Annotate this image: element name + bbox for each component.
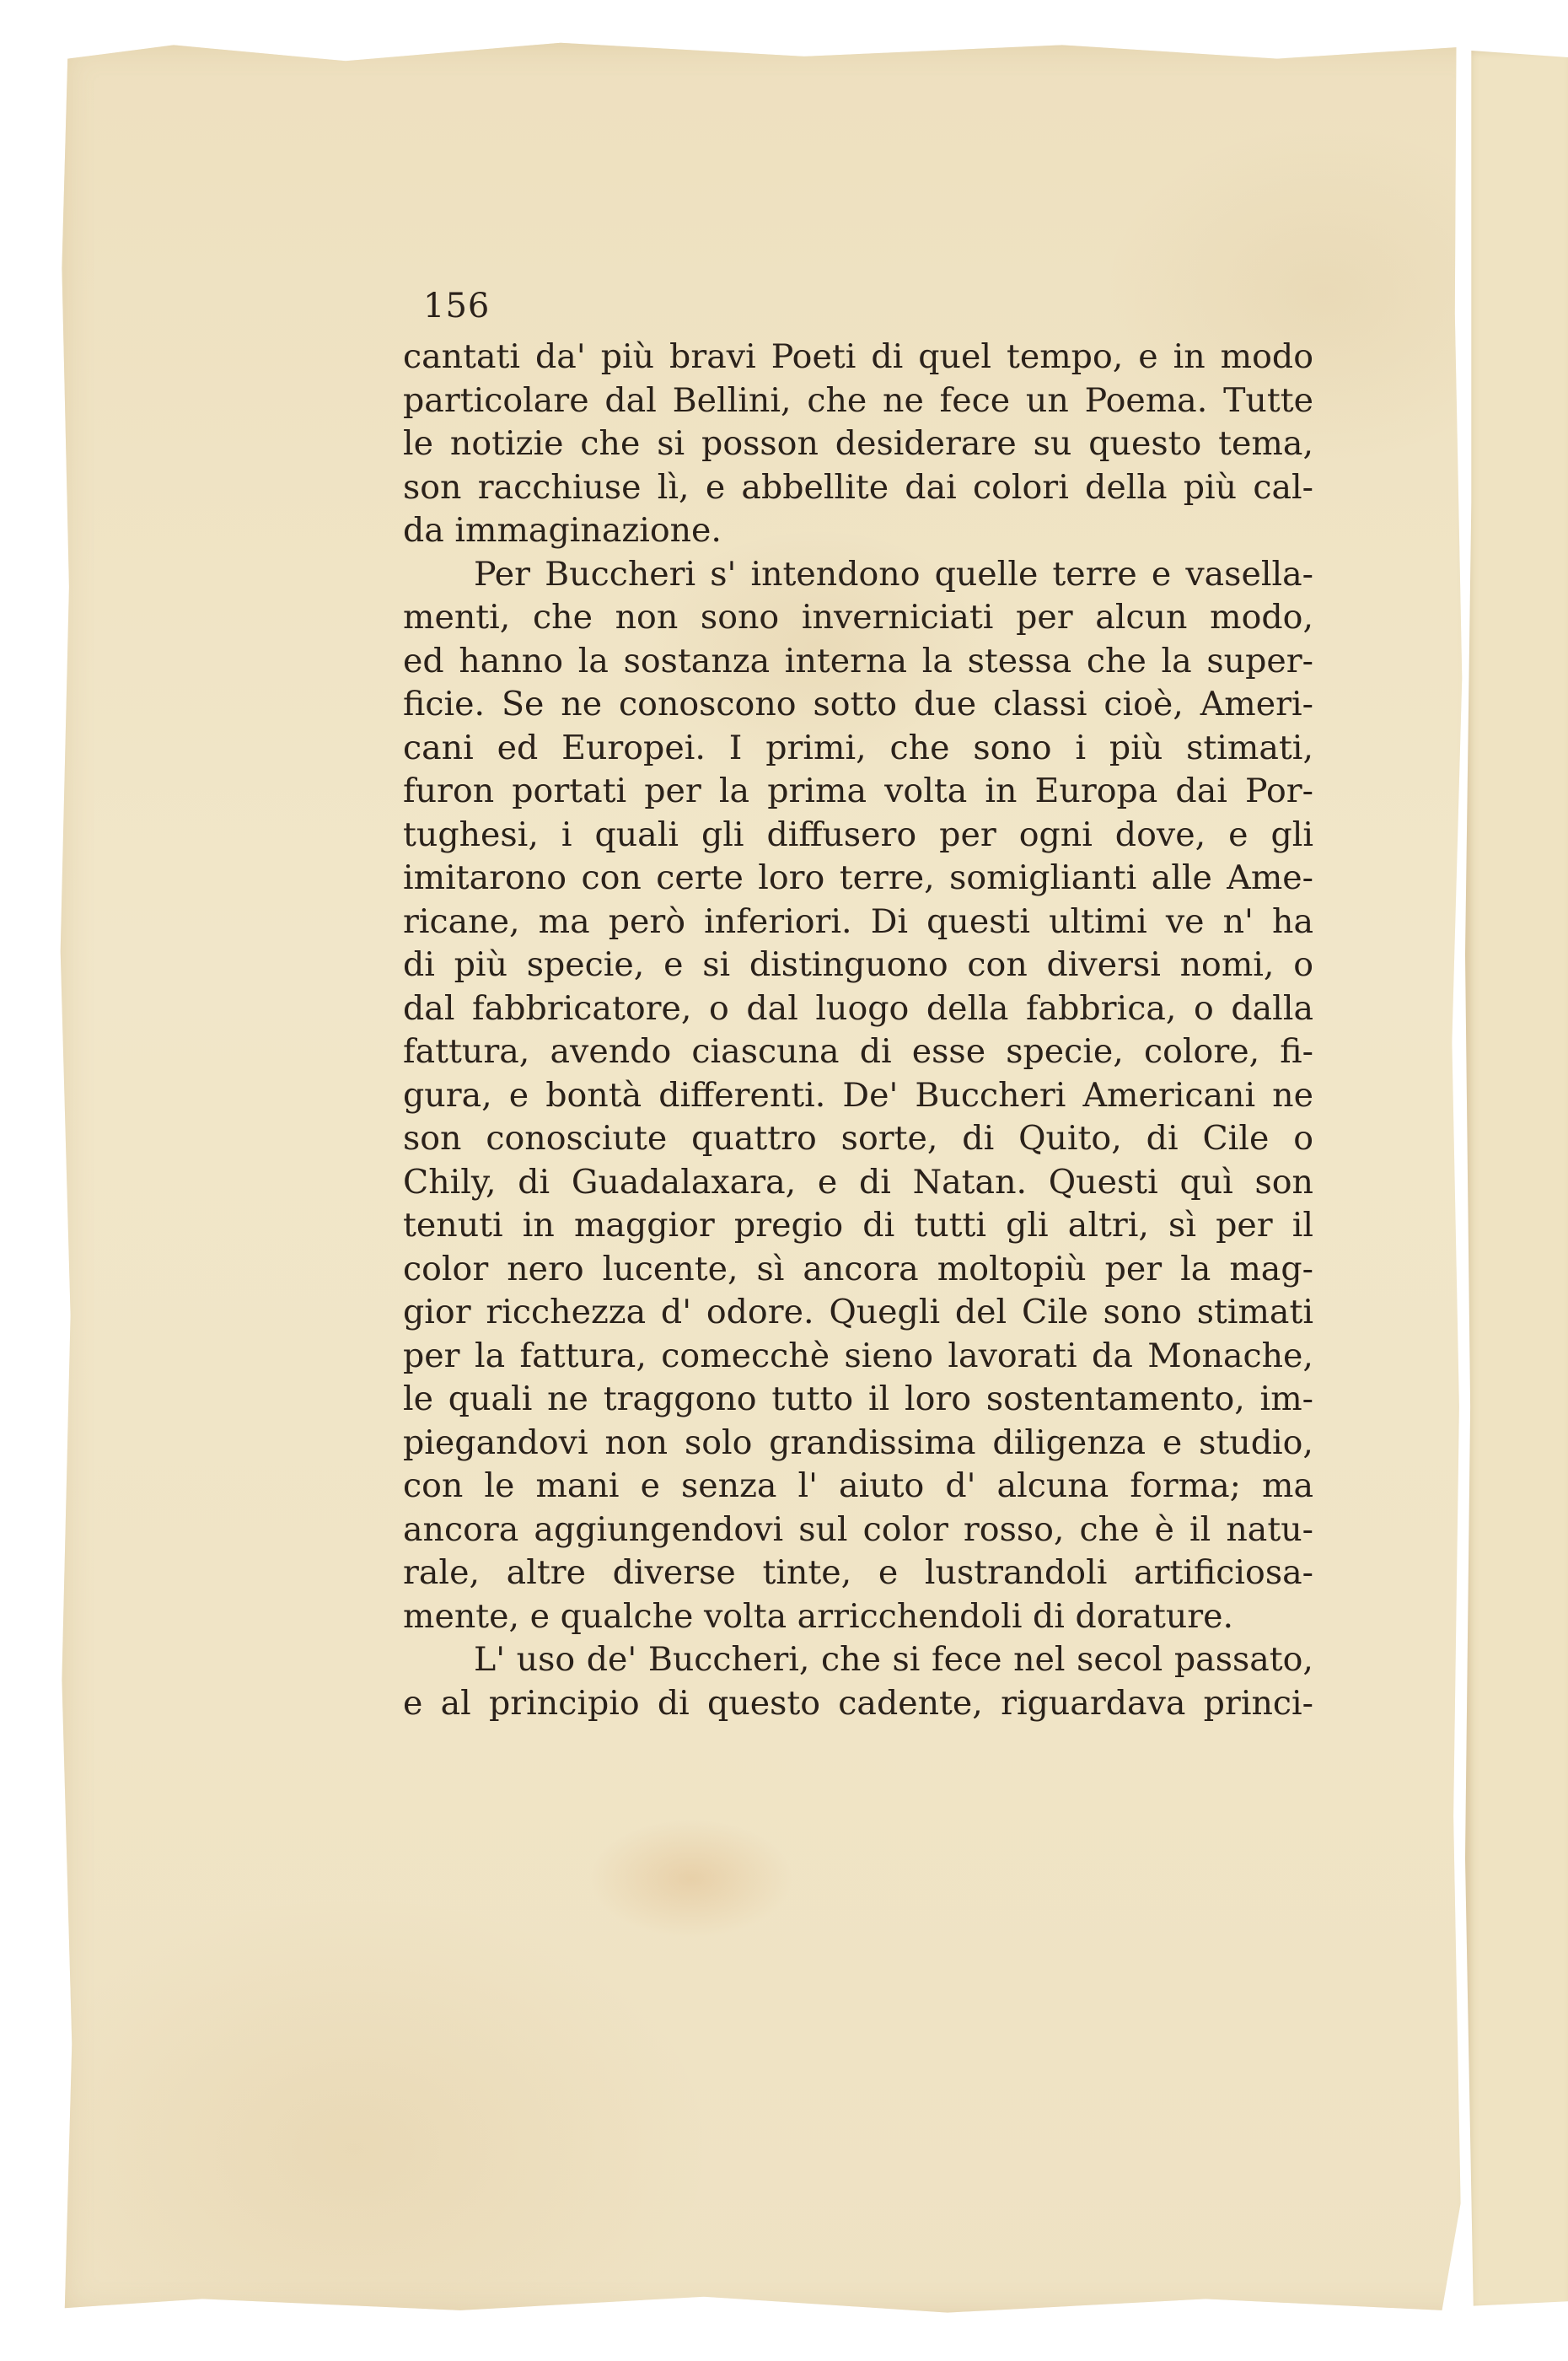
text-line: di più specie, e si distinguono con diversi nomi, o (403, 945, 1313, 984)
text-line: gura, e bontà differenti. De' Buccheri Americani ne (403, 1075, 1313, 1115)
body-text (403, 336, 1313, 1725)
text-line: le notizie che si posson desiderare su questo tema, (403, 424, 1313, 463)
page-number: 156 (423, 287, 491, 325)
text-line: furon portati per la prima volta in Europa dai Por- (403, 772, 1313, 810)
text-line: piegandovi non solo grandissima diligenza e studio, (403, 1423, 1313, 1462)
text-line: imitarono con certe loro terre, somiglianti alle Ame- (403, 858, 1313, 897)
text-line: son conosciute quattro sorte, di Quito, di Cile o (403, 1119, 1313, 1158)
text-line: menti, che non sono inverniciati per alcun modo, (403, 598, 1313, 637)
text-line: L' uso de' Buccheri, che si fece nel secol passato, (474, 1640, 1313, 1679)
text-line: dal fabbricatore, o dal luogo della fabbrica, o dalla (403, 988, 1313, 1028)
text-line: cantati da' più bravi Poeti di quel tempo, e in modo (403, 337, 1313, 376)
text-line: ancora aggiungendovi sul color rosso, che è il natu- (403, 1509, 1313, 1549)
text-line: mente, e qualche volta arricchendoli di dorature. (403, 1596, 1234, 1636)
text-line: color nero lucente, sì ancora moltopiù per la mag- (403, 1249, 1313, 1288)
text-line: ed hanno la sostanza interna la stessa che la super- (403, 641, 1313, 680)
text-line: fattura, avendo ciascuna di esse specie, colore, fi- (403, 1032, 1313, 1071)
adjacent-page-edge (1465, 51, 1568, 2310)
text-line: e al principio di questo cadente, riguardava princi- (403, 1683, 1313, 1723)
text-line: rale, altre diverse tinte, e lustrandoli artificiosa- (403, 1553, 1313, 1592)
text-line: tughesi, i quali gli diffusero per ogni dove, e gli (403, 815, 1313, 854)
text-line: gior ricchezza d' odore. Quegli del Cile sono stimati (403, 1293, 1313, 1331)
text-line: Per Buccheri s' intendono quelle terre e vasella- (474, 554, 1313, 594)
text-line: cani ed Europei. I primi, che sono i più stimati, (403, 728, 1313, 767)
text-line: con le mani e senza l' aiuto d' alcuna forma; ma (403, 1466, 1313, 1505)
text-line: le quali ne traggono tutto il loro sostentamento, im- (403, 1379, 1313, 1418)
text-line: tenuti in maggior pregio di tutti gli altri, sì per il (403, 1206, 1313, 1245)
text-line: ricane, ma però inferiori. Di questi ultimi ve n' ha (403, 901, 1313, 941)
text-line: particolare dal Bellini, che ne fece un Poema. Tutte (403, 380, 1313, 420)
text-line: per la fattura, comecchè sieno lavorati da Monache, (403, 1336, 1313, 1375)
text-line: ficie. Se ne conoscono sotto due classi cioè, Ameri- (403, 685, 1313, 723)
text-line: son racchiuse lì, e abbellite dai colori della più cal- (403, 467, 1313, 507)
text-line: da immaginazione. (403, 511, 722, 550)
text-line: Chily, di Guadalaxara, e di Natan. Questi quì son (403, 1162, 1313, 1202)
